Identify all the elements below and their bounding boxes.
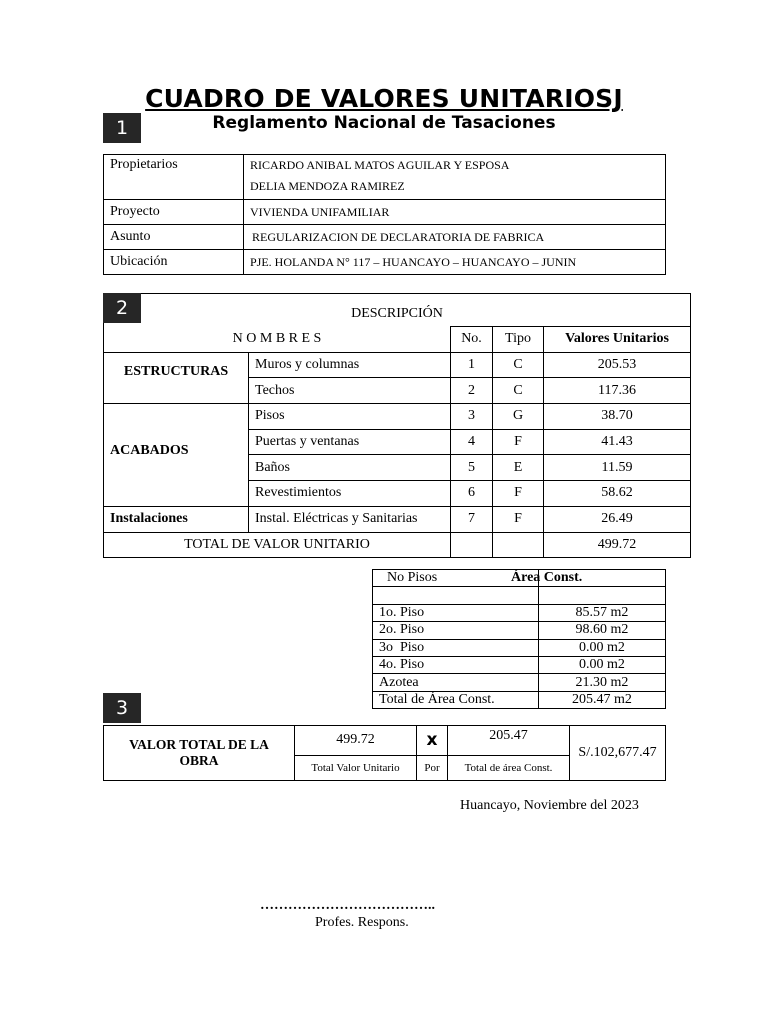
- row-no: 6: [451, 481, 493, 507]
- col-tipo: Tipo: [493, 327, 544, 353]
- table-row: [373, 587, 666, 604]
- row-name: Pisos: [249, 404, 451, 430]
- area-value: 85.57 m2: [539, 604, 666, 621]
- col-no: No.: [451, 327, 493, 353]
- area-total: 205.47: [448, 726, 570, 756]
- row-valor: 26.49: [544, 506, 691, 532]
- ubicacion-label: Ubicación: [104, 250, 244, 275]
- table-row: [373, 622, 666, 639]
- row-valor: 11.59: [544, 455, 691, 481]
- page-title: CUADRO DE VALORES UNITARIOSJ: [145, 84, 623, 113]
- total-unitario-label: TOTAL DE VALOR UNITARIO: [104, 532, 451, 558]
- descripcion-table: [103, 293, 691, 558]
- row-valor: 117.36: [544, 378, 691, 404]
- empty-cell: [451, 532, 493, 558]
- asunto-value: REGULARIZACION DE DECLARATORIA DE FABRICA: [244, 225, 666, 250]
- table-row: [104, 225, 666, 250]
- row-tipo: F: [493, 506, 544, 532]
- proyecto-value: VIVIENDA UNIFAMILIAR: [244, 200, 666, 225]
- row-valor: 58.62: [544, 481, 691, 507]
- row-no: 2: [451, 378, 493, 404]
- table-row: [104, 327, 691, 353]
- group-estructuras: ESTRUCTURAS: [104, 352, 249, 403]
- valor-unitario-caption: Total Valor Unitario: [295, 755, 417, 780]
- col-nombres: N O M B R E S: [104, 327, 451, 353]
- proyecto-label: Proyecto: [104, 200, 244, 225]
- area-value: 0.00 m2: [539, 656, 666, 673]
- col-area-label: Área Const.: [511, 570, 583, 586]
- por-caption: Por: [417, 755, 448, 780]
- area-value: 21.30 m2: [539, 674, 666, 691]
- table-row: [104, 294, 691, 327]
- descripcion-header: DESCRIPCIÓN: [104, 294, 691, 327]
- table-row: [104, 532, 691, 558]
- area-label: Total de Área Const.: [373, 691, 539, 708]
- row-no: 3: [451, 404, 493, 430]
- row-no: 7: [451, 506, 493, 532]
- areas-table: [372, 569, 666, 709]
- fecha-lugar: Huancayo, Noviembre del 2023: [460, 798, 639, 813]
- row-no: 4: [451, 429, 493, 455]
- table-row: [104, 250, 666, 275]
- row-no: 5: [451, 455, 493, 481]
- row-name: Baños: [249, 455, 451, 481]
- row-name: Revestimientos: [249, 481, 451, 507]
- area-label: 4o. Piso: [373, 656, 539, 673]
- total-unitario-value: 499.72: [544, 532, 691, 558]
- valor-total-label: VALOR TOTAL DE LA OBRA: [104, 726, 295, 781]
- asunto-label: Asunto: [104, 225, 244, 250]
- info-table: [103, 154, 666, 275]
- row-tipo: C: [493, 352, 544, 378]
- row-valor: 38.70: [544, 404, 691, 430]
- section-badge-3: 3: [103, 693, 141, 723]
- row-no: 1: [451, 352, 493, 378]
- valor-unitario: 499.72: [295, 726, 417, 756]
- row-name: Puertas y ventanas: [249, 429, 451, 455]
- group-instalaciones: Instalaciones: [104, 506, 249, 532]
- row-tipo: F: [493, 481, 544, 507]
- table-row: [373, 656, 666, 673]
- table-row: [373, 604, 666, 621]
- table-row: [373, 691, 666, 708]
- row-name: Muros y columnas: [249, 352, 451, 378]
- table-row: [104, 352, 691, 378]
- area-value: 205.47 m2: [539, 691, 666, 708]
- row-tipo: C: [493, 378, 544, 404]
- row-tipo: F: [493, 429, 544, 455]
- table-row: [104, 404, 691, 430]
- valor-total-table: [103, 725, 666, 781]
- row-valor: 41.43: [544, 429, 691, 455]
- section-badge-2: 2: [103, 293, 141, 323]
- area-value: 98.60 m2: [539, 622, 666, 639]
- firma-caption: Profes. Respons.: [315, 915, 409, 930]
- col-area: [511, 570, 666, 587]
- group-acabados: ACABADOS: [104, 404, 249, 507]
- row-name: Instal. Eléctricas y Sanitarias: [249, 506, 451, 532]
- area-value: 0.00 m2: [539, 639, 666, 656]
- table-row: [104, 726, 666, 756]
- col-valores: Valores Unitarios: [544, 327, 691, 353]
- propietarios-label: Propietarios: [104, 155, 244, 200]
- empty-cell: [493, 532, 544, 558]
- row-valor: 205.53: [544, 352, 691, 378]
- col-pisos: No Pisos: [373, 570, 539, 587]
- area-label: 2o. Piso: [373, 622, 539, 639]
- propietarios-value: [244, 155, 666, 200]
- row-tipo: E: [493, 455, 544, 481]
- propietarios-line-2: DELIA MENDOZA RAMIREZ: [250, 179, 405, 193]
- propietarios-line-1: RICARDO ANIBAL MATOS AGUILAR Y ESPOSA: [250, 158, 510, 172]
- firma-line: ………………………………..: [260, 898, 435, 913]
- table-row: [104, 506, 691, 532]
- ubicacion-value: PJE. HOLANDA N° 117 – HUANCAYO – HUANCAYO – JUNIN: [244, 250, 666, 275]
- empty-cell: [373, 587, 539, 604]
- row-tipo: G: [493, 404, 544, 430]
- area-label: 1o. Piso: [373, 604, 539, 621]
- empty-cell: [539, 587, 666, 604]
- area-label: 3o Piso: [373, 639, 539, 656]
- table-row: [373, 639, 666, 656]
- area-label: Azotea: [373, 674, 539, 691]
- row-name: Techos: [249, 378, 451, 404]
- por-symbol: x: [417, 726, 448, 756]
- table-row: [104, 200, 666, 225]
- page-subtitle: Reglamento Nacional de Tasaciones: [212, 113, 556, 133]
- valor-total-result: S/.102,677.47: [570, 726, 666, 781]
- section-badge-1: 1: [103, 113, 141, 143]
- table-row: [373, 570, 666, 587]
- table-row: [373, 674, 666, 691]
- area-total-caption: Total de área Const.: [448, 755, 570, 780]
- table-row: [104, 155, 666, 200]
